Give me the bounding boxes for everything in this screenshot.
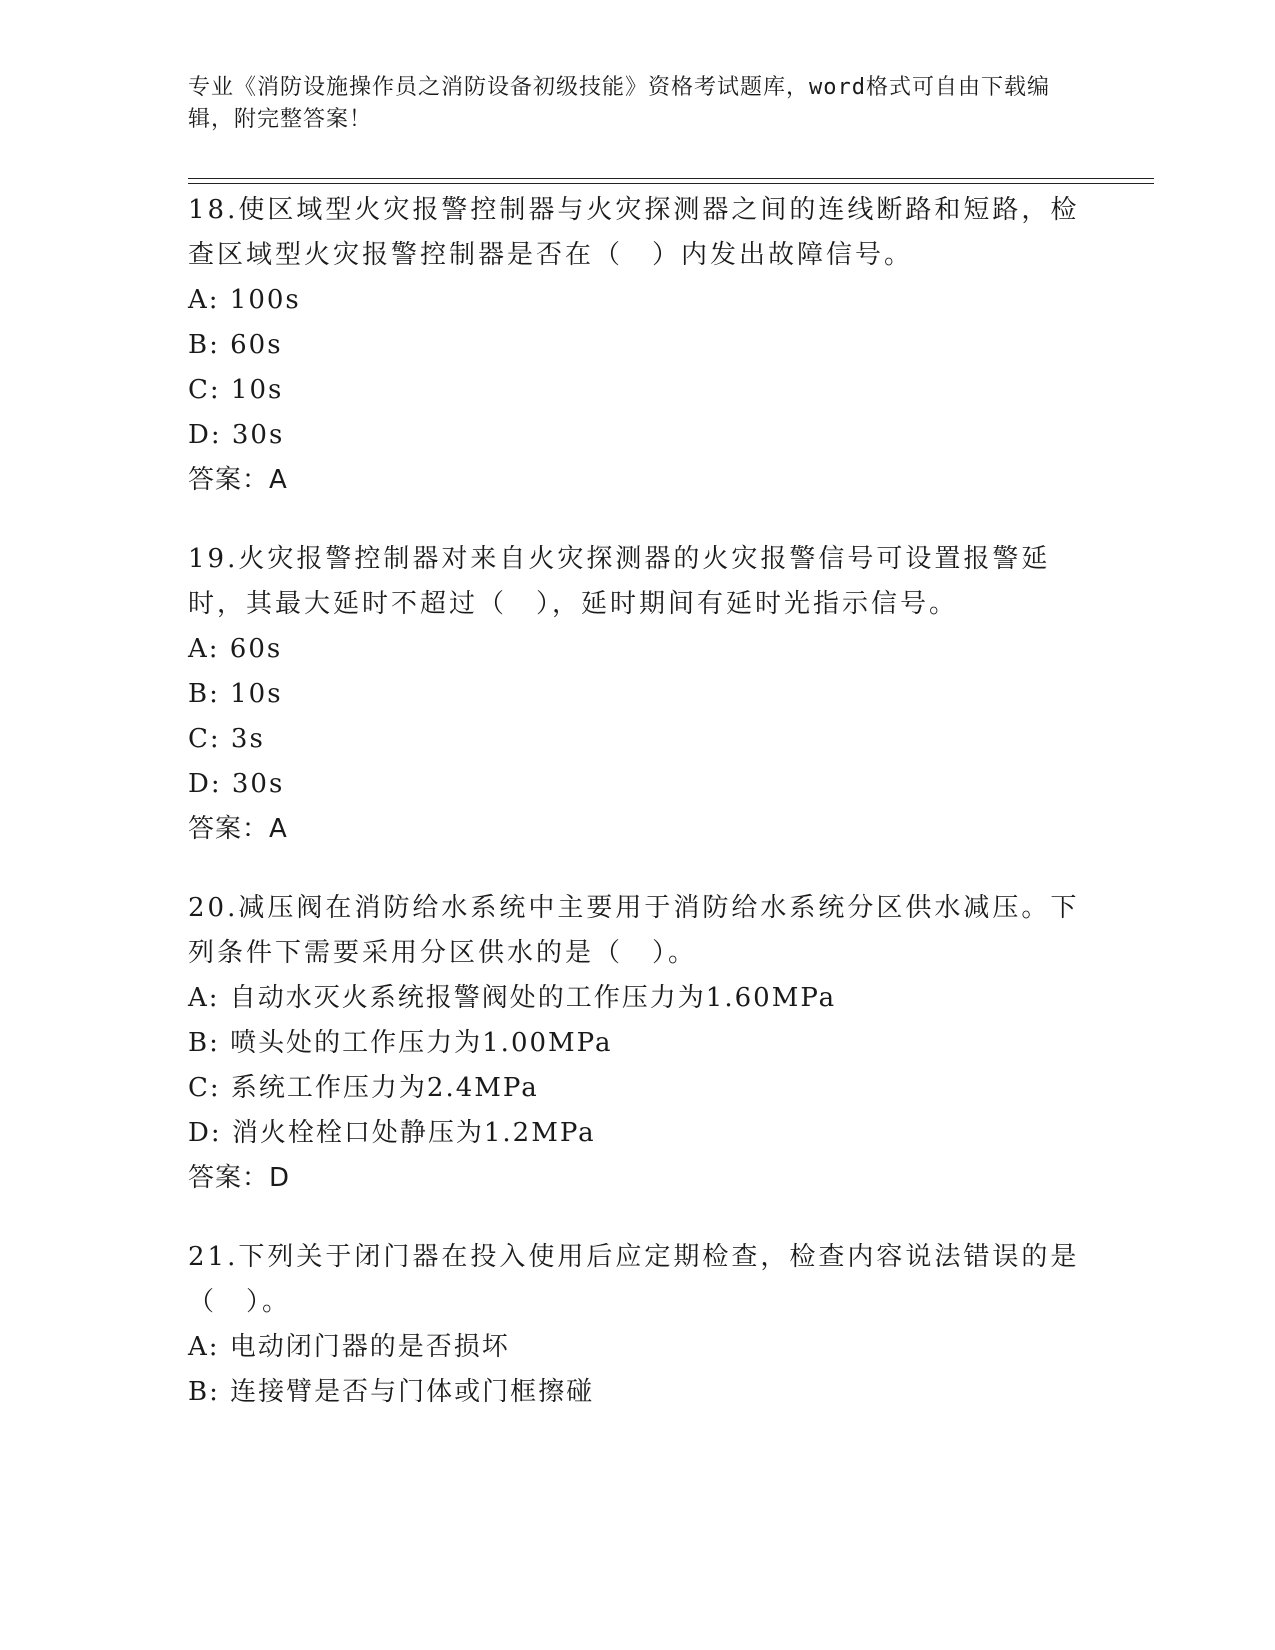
question-21	[188, 1235, 1088, 1415]
option-c: C: 系统工作压力为2.4MPa	[188, 1073, 539, 1103]
option-c: C: 3s	[188, 724, 265, 754]
question-text: 19.火灾报警控制器对来自火灾探测器的火灾报警信号可设置报警延时，其最大延时不超过（ ），延时期间有延时光指示信号。	[188, 544, 1051, 619]
option-b: B: 10s	[188, 679, 283, 709]
option-a: A: 自动水灭火系统报警阀处的工作压力为1.60MPa	[188, 983, 837, 1013]
option-b: B: 60s	[188, 330, 283, 360]
question-19	[188, 537, 1088, 852]
answer-label: 答案：A	[188, 465, 288, 495]
option-c: C: 10s	[188, 375, 284, 405]
option-a: A: 电动闭门器的是否损坏	[188, 1332, 510, 1362]
header-divider-top	[188, 178, 1154, 179]
option-d: D: 30s	[188, 769, 285, 799]
answer-label: 答案：A	[188, 814, 288, 844]
option-a: A: 100s	[188, 285, 301, 315]
option-d: D: 30s	[188, 420, 285, 450]
option-b: B: 喷头处的工作压力为1.00MPa	[188, 1028, 613, 1058]
question-18	[188, 188, 1088, 503]
question-text: 18.使区域型火灾报警控制器与火灾探测器之间的连线断路和短路，检查区域型火灾报警控制器是否在（ ）内发出故障信号。	[188, 195, 1080, 270]
question-text: 21.下列关于闭门器在投入使用后应定期检查，检查内容说法错误的是（ ）。	[188, 1242, 1080, 1317]
question-20	[188, 886, 1088, 1201]
option-d: D: 消火栓栓口处静压为1.2MPa	[188, 1118, 596, 1148]
document-header: 专业《消防设施操作员之消防设备初级技能》资格考试题库，word格式可自由下载编辑，附完整答案！	[188, 75, 1050, 132]
option-a: A: 60s	[188, 634, 283, 664]
header-divider-bottom	[188, 183, 1154, 184]
option-b: B: 连接臂是否与门体或门框擦碰	[188, 1377, 595, 1407]
question-text: 20.减压阀在消防给水系统中主要用于消防给水系统分区供水减压。下列条件下需要采用分区供水的是（ ）。	[188, 893, 1080, 968]
answer-label: 答案：D	[188, 1163, 291, 1193]
question-list	[188, 188, 1088, 1449]
